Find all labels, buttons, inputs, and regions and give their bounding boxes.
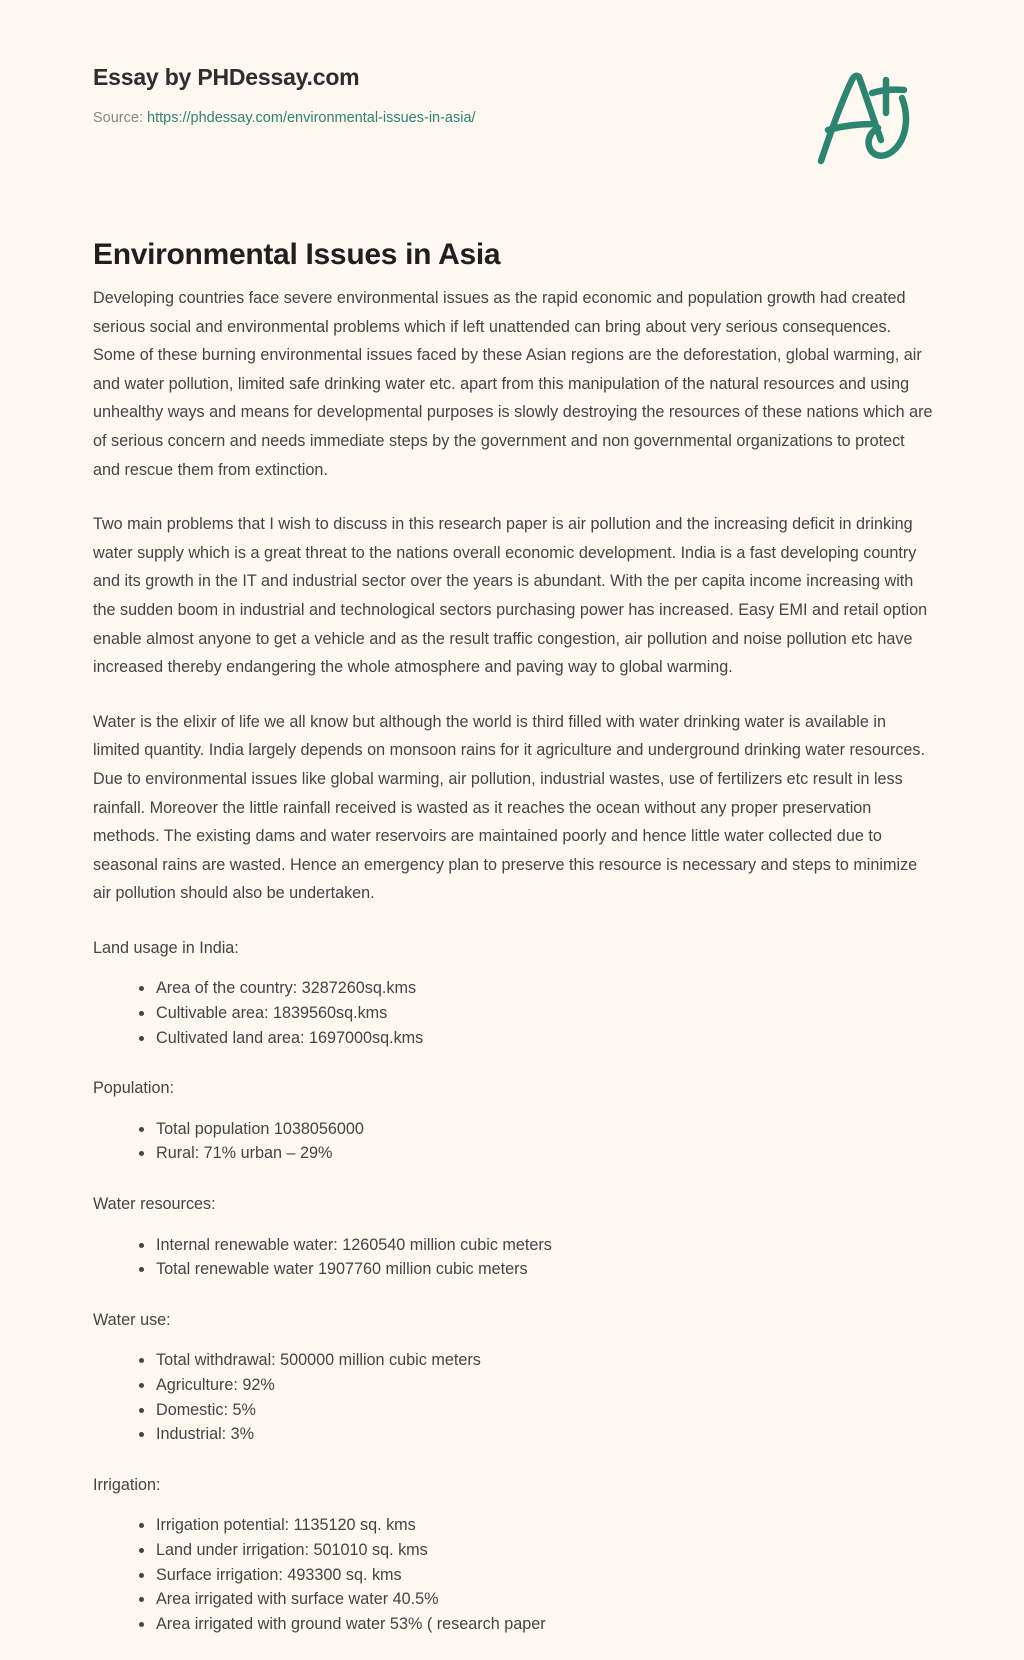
list-item: Area irrigated with surface water 40.5% [139, 1587, 933, 1612]
section-list [93, 1117, 933, 1166]
list-item: Area irrigated with ground water 53% ( research paper [139, 1612, 933, 1637]
section-list [93, 1513, 933, 1636]
section-list [93, 1233, 933, 1282]
a-plus-handwritten-logo-icon [806, 58, 926, 168]
list-item: Cultivated land area: 1697000sq.kms [139, 1026, 933, 1051]
page-title: Environmental Issues in Asia [93, 238, 501, 272]
list-item: Area of the country: 3287260sq.kms [139, 976, 933, 1001]
source-url-link[interactable]: https://phdessay.com/environmental-issues-in-asia/ [147, 110, 476, 126]
list-item: Total renewable water 1907760 million cubic meters [139, 1257, 933, 1282]
essay-body [93, 284, 933, 1660]
brand-title: Essay by PHDessay.com [93, 64, 360, 90]
list-item: Surface irrigation: 493300 sq. kms [139, 1563, 933, 1588]
list-item: Internal renewable water: 1260540 million cubic meters [139, 1233, 933, 1258]
section-heading: Population: [93, 1079, 175, 1098]
list-item: Total population 1038056000 [139, 1117, 933, 1142]
section-heading: Irrigation: [93, 1475, 161, 1494]
section-heading: Water use: [93, 1310, 171, 1329]
list-item: Agriculture: 92% [139, 1373, 933, 1398]
paragraph: Developing countries face severe environmental issues as the rapid economic and population growth had created serious social and environmental problems which if left unattended can bring about very serious consequences. Some of these burning environmental issues faced by these Asian regions are the deforestation, global warming, air and water pollution, limited safe drinking water etc. apart from this manipulation of the natural resources and using unhealthy ways and means for developmental purposes is slowly destroying the resources of these nations which are of serious concern and needs immediate steps by the government and non governmental organizations to protect and rescue them from extinction. [93, 289, 933, 479]
list-item: Land under irrigation: 501010 sq. kms [139, 1538, 933, 1563]
list-item: Industrial: 3% [139, 1422, 933, 1447]
list-item: Total withdrawal: 500000 million cubic meters [139, 1348, 933, 1373]
source-label: Source: [93, 110, 143, 126]
section-heading: Land usage in India: [93, 938, 239, 957]
list-item: Domestic: 5% [139, 1398, 933, 1423]
paragraph: Two main problems that I wish to discuss in this research paper is air pollution and the increasing deficit in drinking water supply which is a great threat to the nations overall economic development. India is a fast developing country and its growth in the IT and industrial sector over the years is abundant. With the per capita income increasing with the sudden boom in industrial and technological sectors purchasing power has increased. Easy EMI and retail option enable almost anyone to get a vehicle and as the result traffic congestion, air pollution and noise pollution etc have increased thereby endangering the whole atmosphere and paving way to global warming. [93, 515, 928, 677]
list-item: Irrigation potential: 1135120 sq. kms [139, 1513, 933, 1538]
section-list [93, 976, 933, 1050]
section-heading: Water resources: [93, 1195, 216, 1214]
paragraph: Water is the elixir of life we all know but although the world is third filled with water drinking water is available in limited quantity. India largely depends on monsoon rains for it agriculture and underground drinking water resources. Due to environmental issues like global warming, air pollution, industrial wastes, use of fertilizers etc result in less rainfall. Moreover the little rainfall received is wasted as it reaches the ocean without any proper preservation methods. The existing dams and water reservoirs are maintained poorly and hence little water collected due to seasonal rains are wasted. Hence an emergency plan to preserve this resource is necessary and steps to minimize air pollution should also be undertaken. [93, 712, 926, 903]
list-item: Cultivable area: 1839560sq.kms [139, 1001, 933, 1026]
section-list [93, 1348, 933, 1446]
list-item: Rural: 71% urban – 29% [139, 1141, 933, 1166]
